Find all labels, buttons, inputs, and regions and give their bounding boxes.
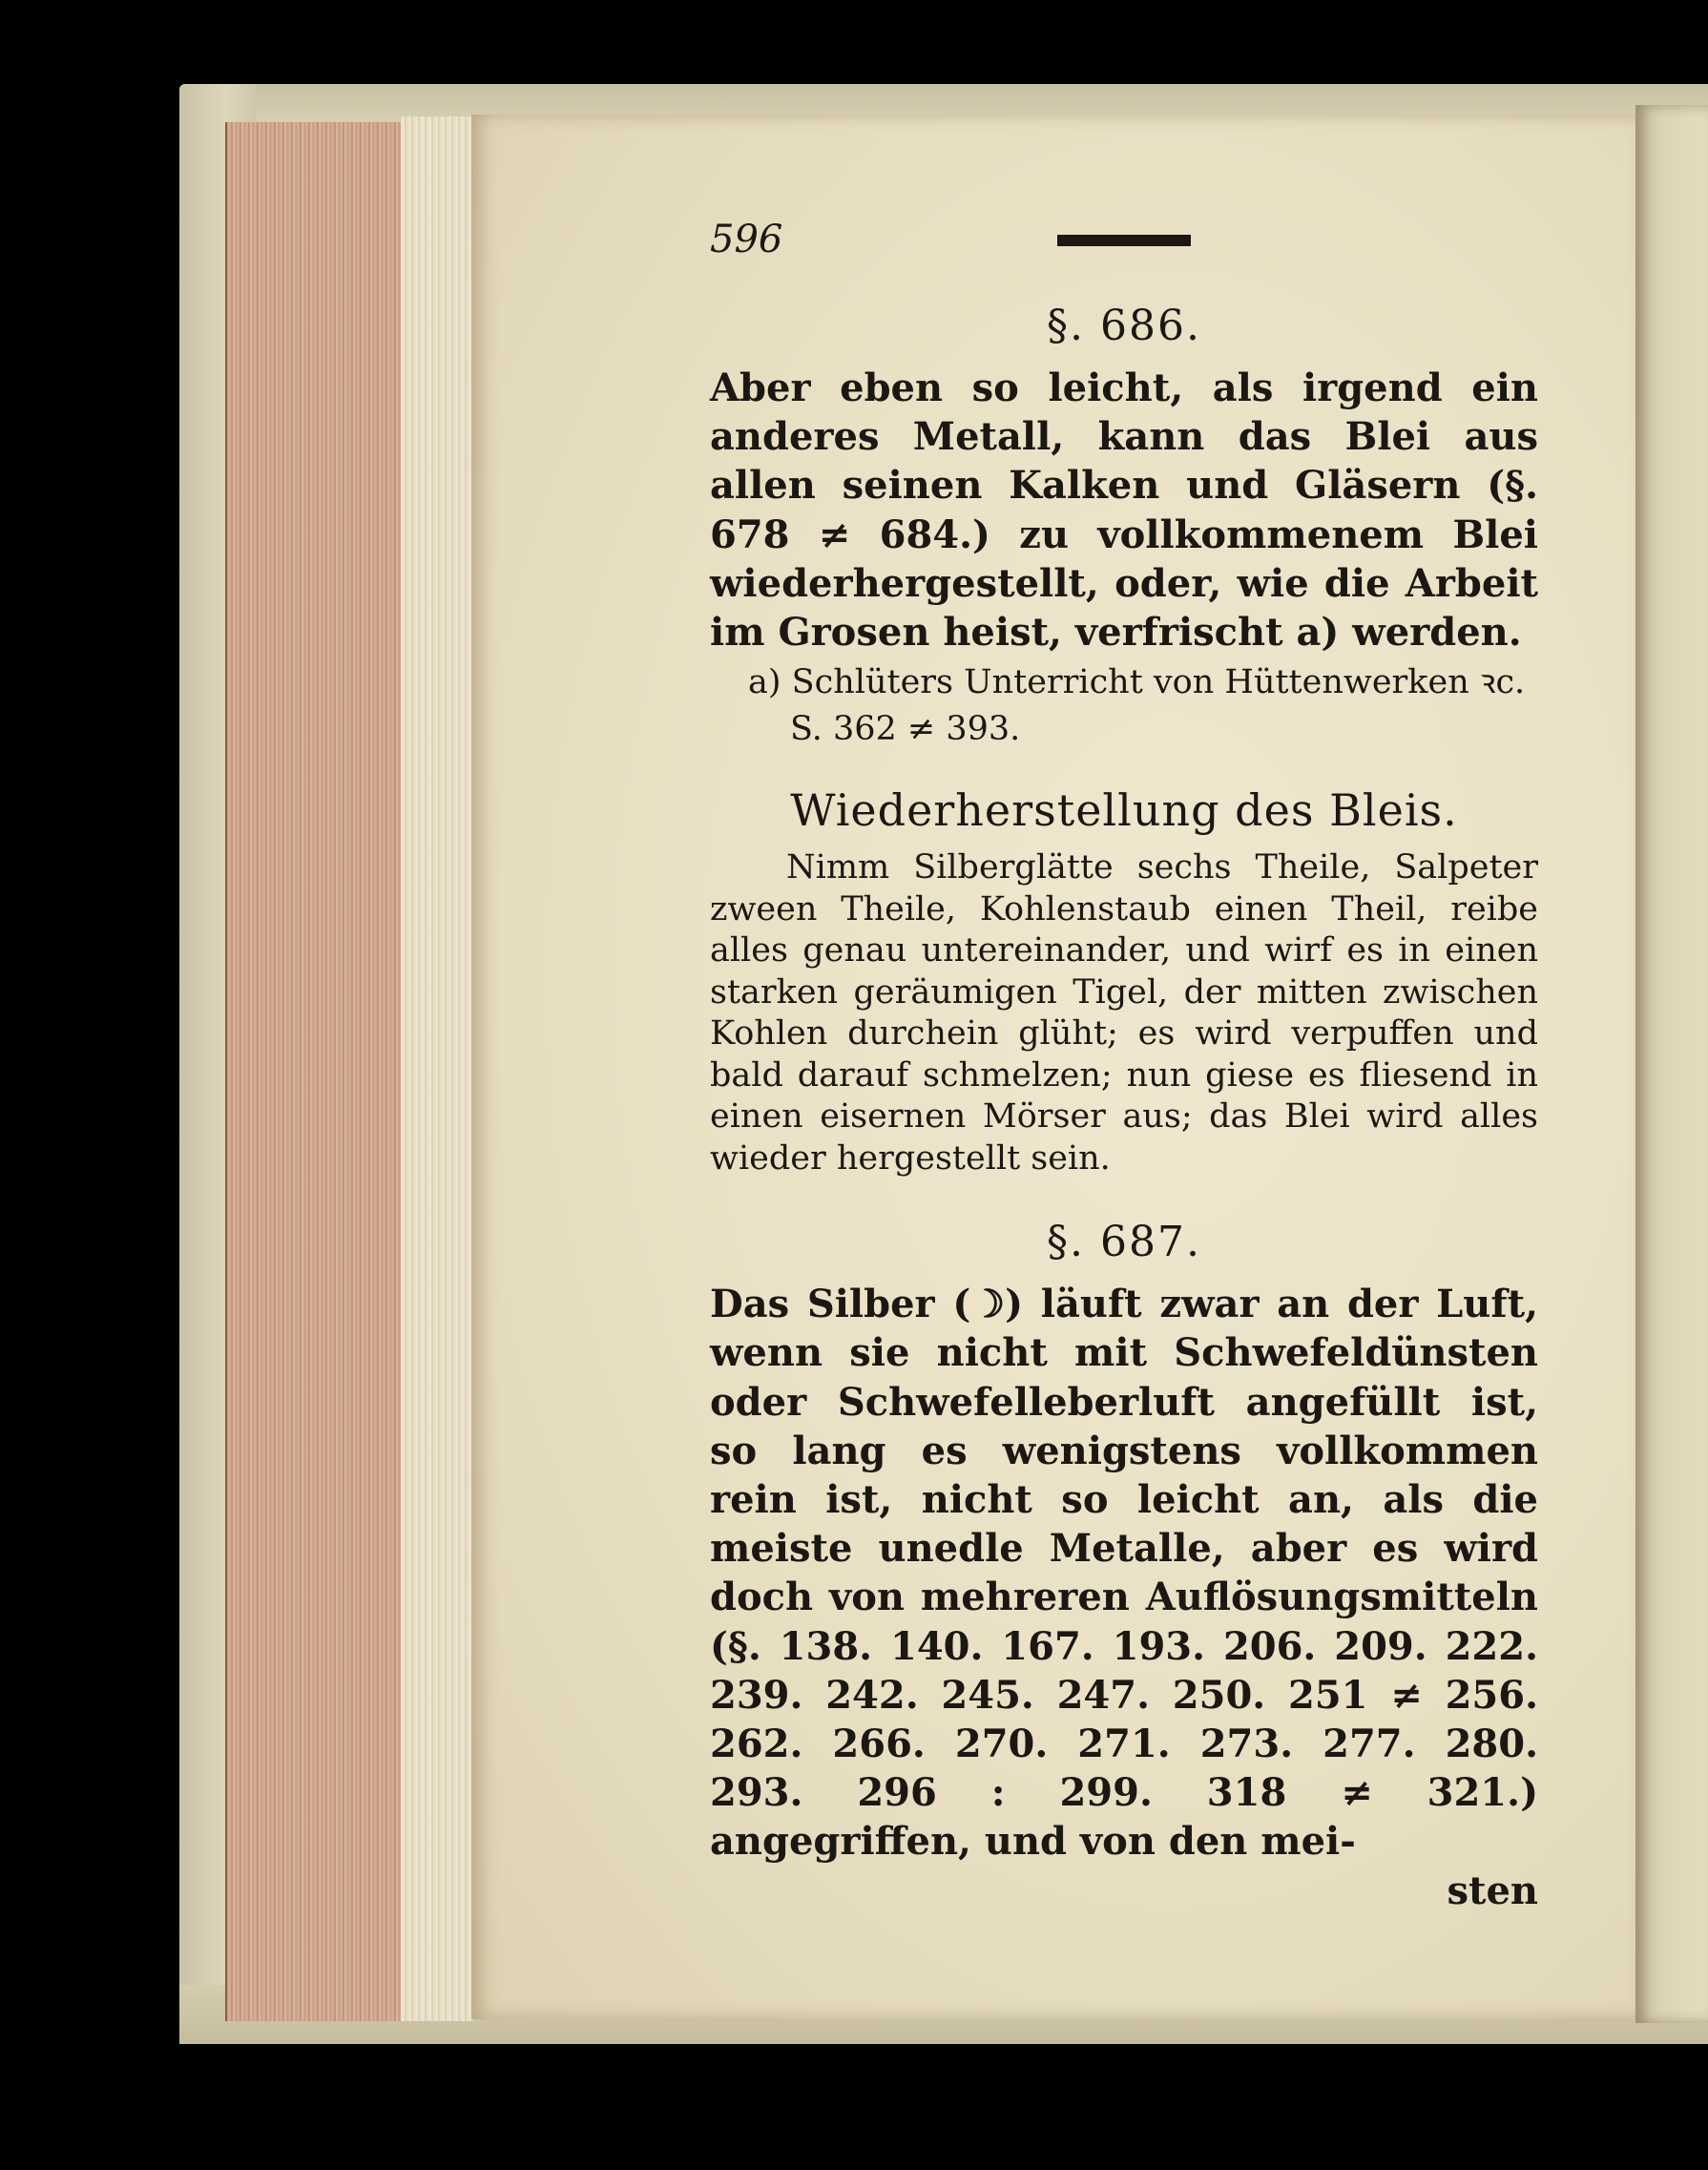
section-687-text: Das Silber (☽) läuft zwar an der Luft, wenn sie nicht mit Schwefeldünsten oder Schwefelleberluft angefüllt ist, so lang es wenigstens vollkommen rein ist, nicht so leicht an, als die meiste unedle Metalle, aber es wird doch von mehreren Auflösungsmitteln (§. 138. 140. 167. 193. 206. 209. 222. 239. 242. 245. 247. 250. 251 ≠ 256. 262. 266. 270. 271. 273. 277. 280. 293. 296 : 299. 318 ≠ 321.) angegriffen, und von den mei- [710,1282,1538,1865]
section-687-heading: §. 687. [1047,1218,1201,1267]
section-686-text: Aber eben so leicht, als irgend ein anderes Metall, kann das Blei aus allen seinen Kalken und Gläsern (§. 678 ≠ 684.) zu vollkommenem Blei wiederhergestellt, oder, wie die Arbeit im Grosen heist, verfrischt a) werden. [710,365,1538,656]
header-rule [1057,235,1191,246]
opposite-page-edge [1635,105,1708,2023]
restoration-text: Nimm Silberglätte sechs Theile, Salpeter zween Theile, Kohlenstaub einen Theil, reibe alles genau untereinander, und wirf es in einen starken geräumigen Tigel, der mitten zwischen Kohlen durchein glüht; es wird verpuffen und bald darauf schmelzen; nun giese es fliesend in einen eisernen Mörser aus; das Blei wird alles wieder hergestellt sein. [710,848,1538,1178]
catchword: sten [1447,1867,1538,1913]
section-686-heading: §. 686. [1047,302,1201,350]
page-header [710,210,1538,267]
footnote-line-1: a) Schlüters Unterricht von Hüttenwerken ꝛc. [748,663,1526,702]
page-content [710,210,1538,1913]
footnote-line-2: S. 362 ≠ 393. [790,710,1021,749]
page-number: 596 [710,218,783,261]
page-stack-edge-light [401,116,473,2021]
restoration-heading: Wiederherstellung des Bleis. [790,784,1458,837]
